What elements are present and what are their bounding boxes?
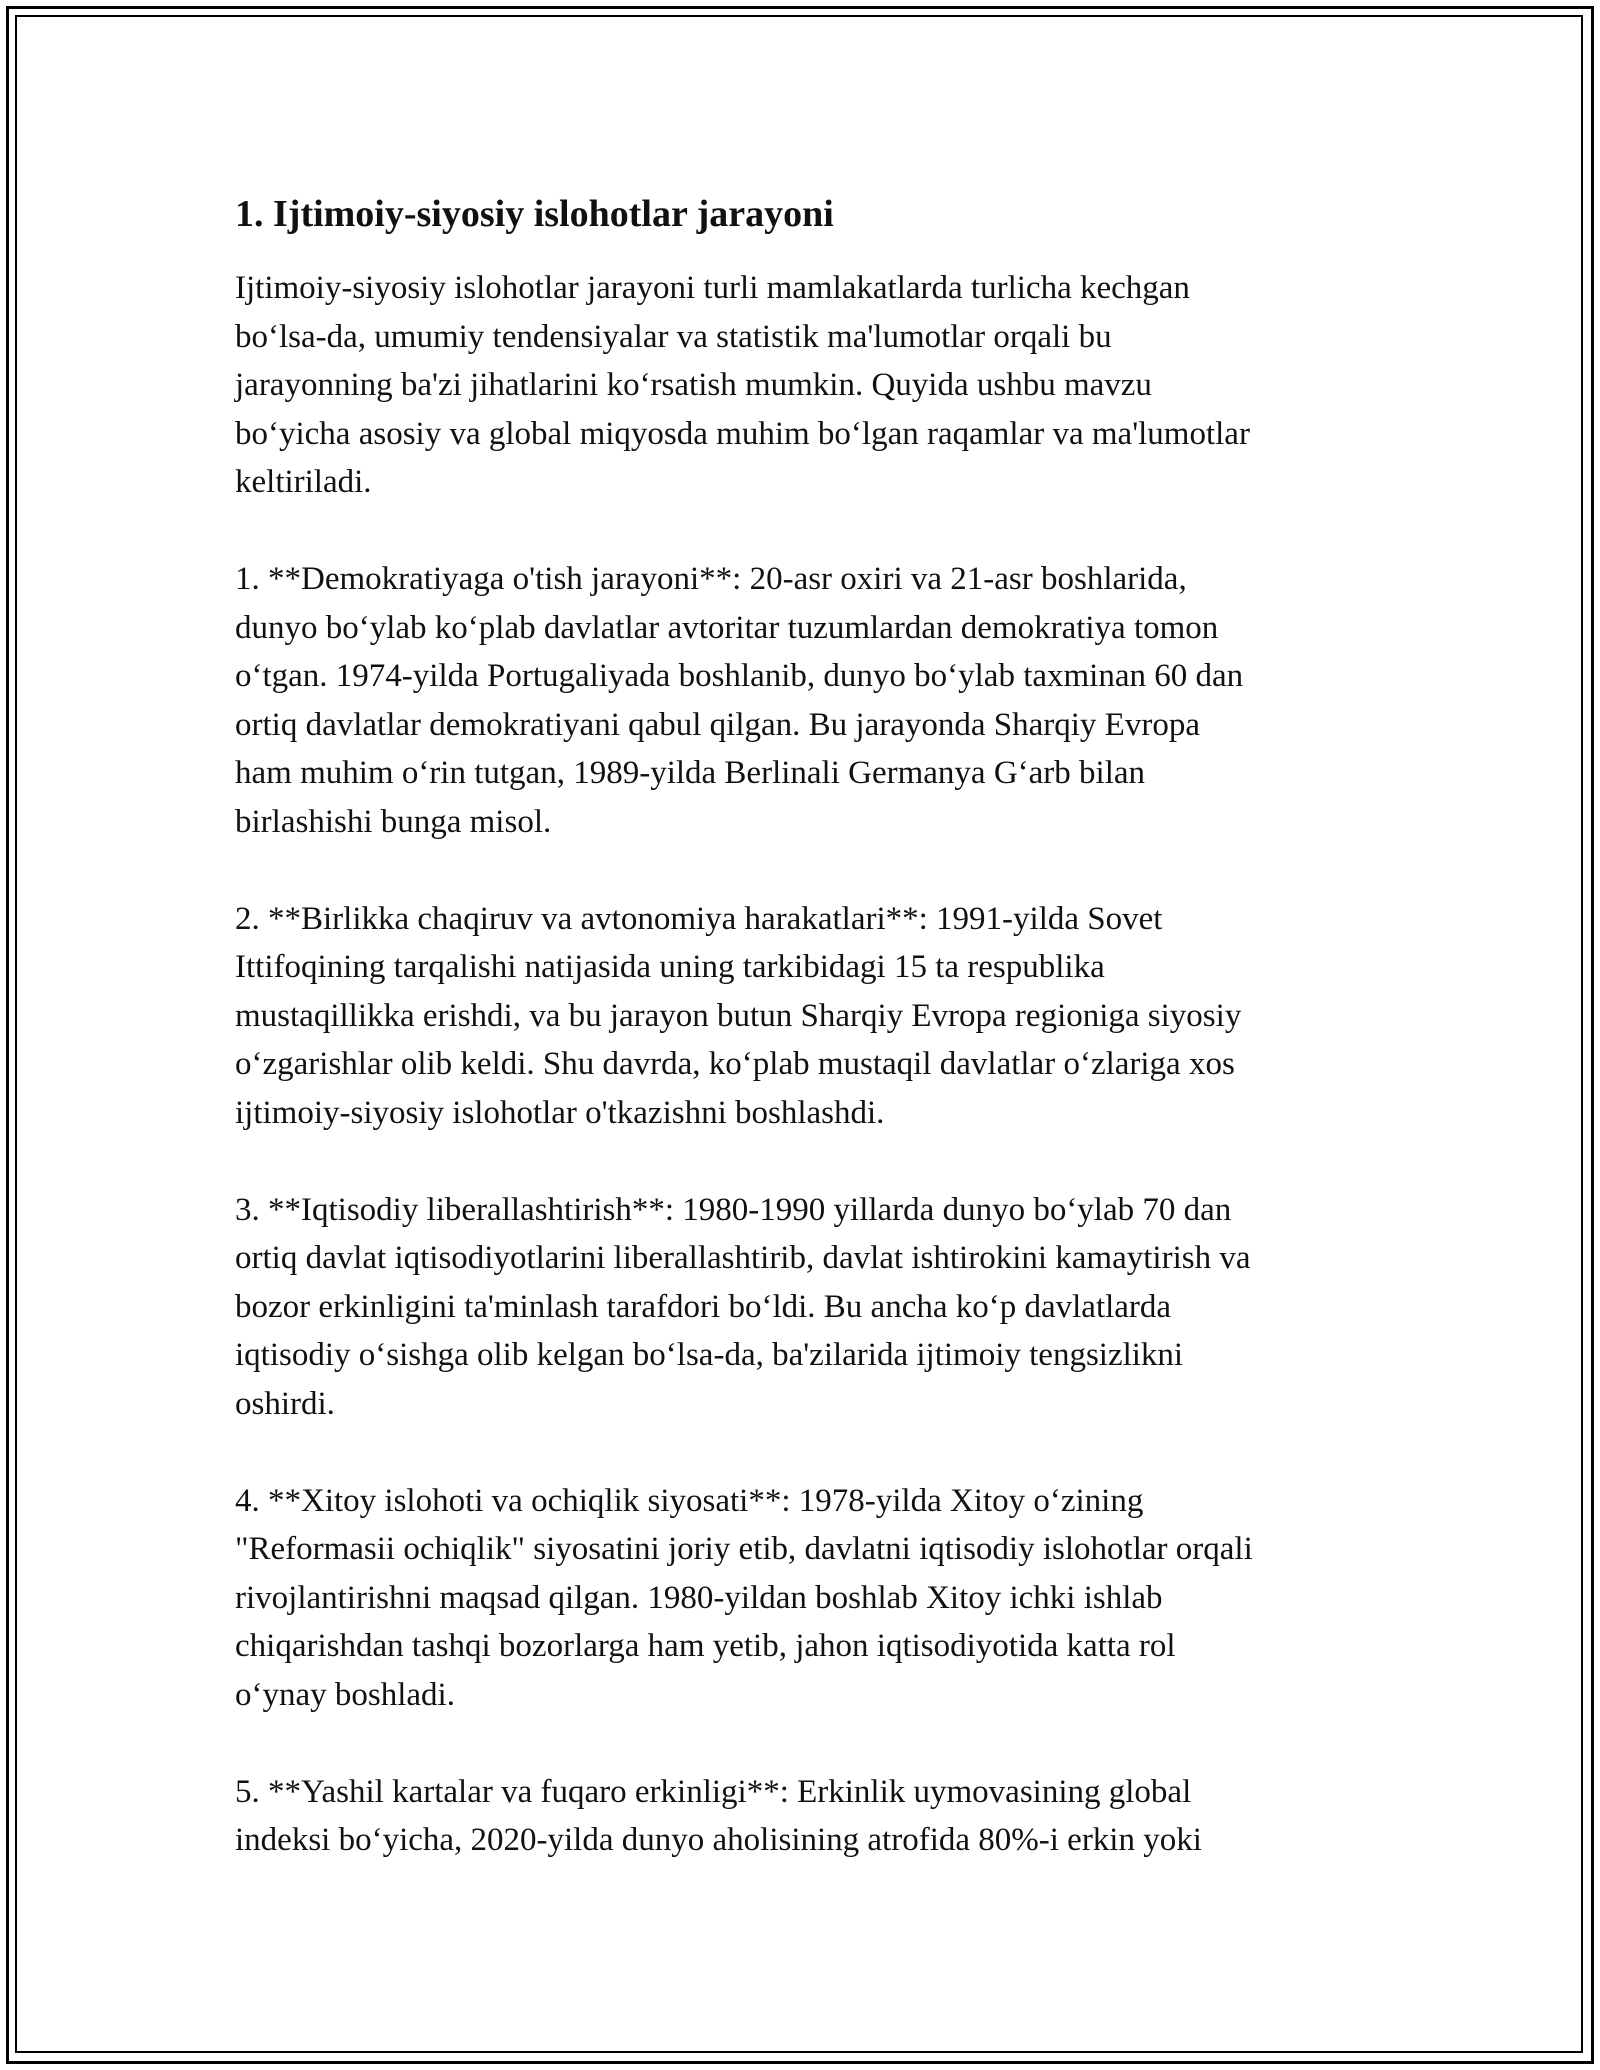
page-title: 1. Ijtimoiy-siyosiy islohotlar jarayoni xyxy=(235,193,834,235)
text-line: ijtimoiy-siyosiy islohotlar o'tkazishni boshlashdi. xyxy=(235,1094,885,1131)
text-line: iqtisodiy o‘sishga olib kelgan bo‘lsa-da, ba'zilarida ijtimoiy tengsizlikni xyxy=(235,1337,1184,1373)
text-line: "Reformasii ochiqlik" siyosatini joriy etib, davlatni iqtisodiy islohotlar orqali xyxy=(235,1531,1253,1567)
text-line: 5. **Yashil kartalar va fuqaro erkinligi**: Erkinlik uymovasining global xyxy=(235,1773,1192,1810)
text-line: oshirdi. xyxy=(235,1385,335,1422)
text-line: ortiq davlat iqtisodiyotlarini liberallashtirib, davlat ishtirokini kamaytirish va xyxy=(235,1240,1251,1276)
text-line: jarayonning ba'zi jihatlarini ko‘rsatish mumkin. Quyida ushbu mavzu xyxy=(235,367,1152,403)
text-line: 2. **Birlikka chaqiruv va avtonomiya harakatlari**: 1991-yilda Sovet xyxy=(235,900,1163,937)
list-item-paragraph xyxy=(235,895,1375,1138)
text-line: 1. **Demokratiyaga o'tish jarayoni**: 20-asr oxiri va 21-asr boshlarida, xyxy=(235,561,1187,597)
text-line: mustaqillikka erishdi, va bu jarayon butun Sharqiy Evropa regioniga siyosiy xyxy=(235,997,1242,1034)
intro-paragraph xyxy=(235,264,1375,507)
document-body xyxy=(235,188,1375,1913)
text-line: o‘tgan. 1974-yilda Portugaliyada boshlanib, dunyo bo‘ylab taxminan 60 dan xyxy=(235,658,1244,694)
text-line: rivojlantirishni maqsad qilgan. 1980-yildan boshlab Xitoy ichki ishlab xyxy=(235,1579,1163,1616)
text-line: o‘ynay boshladi. xyxy=(235,1676,455,1713)
text-line: o‘zgarishlar olib keldi. Shu davrda, ko‘plab mustaqil davlatlar o‘zlariga xos xyxy=(235,1046,1235,1082)
text-line: dunyo bo‘ylab ko‘plab davlatlar avtoritar tuzumlardan demokratiya tomon xyxy=(235,609,1219,646)
text-line: bo‘yicha asosiy va global miqyosda muhim bo‘lgan raqamlar va ma'lumotlar xyxy=(235,415,1250,452)
text-line: bo‘lsa-da, umumiy tendensiyalar va statistik ma'lumotlar orqali bu xyxy=(235,318,1112,355)
text-line: 4. **Xitoy islohoti va ochiqlik siyosati**: 1978-yilda Xitoy o‘zining xyxy=(235,1482,1144,1519)
list-item-paragraph xyxy=(235,1768,1375,1865)
list-item-paragraph xyxy=(235,555,1375,846)
text-line: bozor erkinligini ta'minlash tarafdori bo‘ldi. Bu ancha ko‘p davlatlarda xyxy=(235,1288,1172,1325)
text-line: ham muhim o‘rin tutgan, 1989-yilda Berlinali Germanya G‘arb bilan xyxy=(235,755,1146,791)
text-line: birlashishi bunga misol. xyxy=(235,803,552,840)
text-line: ortiq davlatlar demokratiyani qabul qilgan. Bu jarayonda Sharqiy Evropa xyxy=(235,706,1200,743)
list-item-paragraph xyxy=(235,1477,1375,1720)
list-item-paragraph xyxy=(235,1186,1375,1429)
text-line: Ijtimoiy-siyosiy islohotlar jarayoni turli mamlakatlarda turlicha kechgan xyxy=(235,270,1190,306)
text-line: indeksi bo‘yicha, 2020-yilda dunyo aholisining atrofida 80%-i erkin yoki xyxy=(235,1822,1202,1858)
text-line: Ittifoqining tarqalishi natijasida uning tarkibidagi 15 ta respublika xyxy=(235,949,1105,985)
text-line: chiqarishdan tashqi bozorlarga ham yetib, jahon iqtisodiyotida katta rol xyxy=(235,1628,1176,1664)
text-line: 3. **Iqtisodiy liberallashtirish**: 1980-1990 yillarda dunyo bo‘ylab 70 dan xyxy=(235,1191,1232,1228)
text-line: keltiriladi. xyxy=(235,464,372,500)
